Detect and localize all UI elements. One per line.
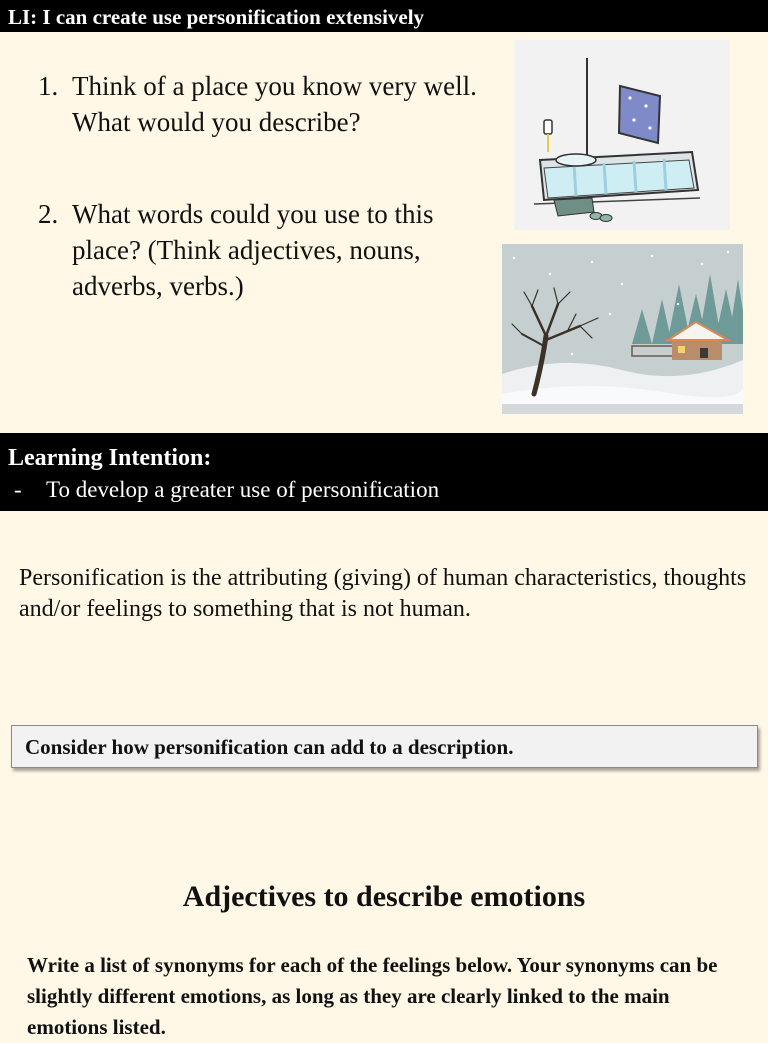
learning-intention-bullet — [14, 477, 439, 503]
learning-intention-text: To develop a greater use of personification — [46, 477, 440, 502]
header-bar — [0, 0, 768, 32]
learning-intention-band — [0, 433, 768, 511]
section-heading: Adjectives to describe emotions — [182, 880, 586, 913]
winter-scene-illustration — [502, 244, 743, 414]
page-title: LI: I can create use personification extensively — [8, 5, 425, 29]
question-item — [38, 68, 478, 140]
consider-text: Consider how personification can add to a description. — [25, 735, 514, 759]
question-text: What words could you use to this place? (Think adjectives, nouns, adverbs, verbs.) — [72, 199, 434, 301]
question-text: Think of a place you know very well. What would you describe? — [72, 71, 477, 137]
learning-intention-title: Learning Intention: — [8, 445, 212, 471]
consider-callout-box — [11, 725, 758, 768]
question-number: 2. — [38, 199, 59, 229]
question-item — [38, 196, 478, 304]
bedroom-illustration — [514, 40, 730, 230]
personification-definition: Personification is the attributing (giving) of human characteristics, thoughts and/or feelings to something that is not human. — [19, 565, 747, 622]
bullet-marker: - — [14, 477, 22, 502]
instructions-text: Write a list of synonyms for each of the feelings below. Your synonyms can be slightly different emotions, as long as they are clearly linked to the main emotions listed. — [27, 953, 718, 1039]
question-number: 1. — [38, 71, 59, 101]
question-list — [38, 68, 478, 304]
